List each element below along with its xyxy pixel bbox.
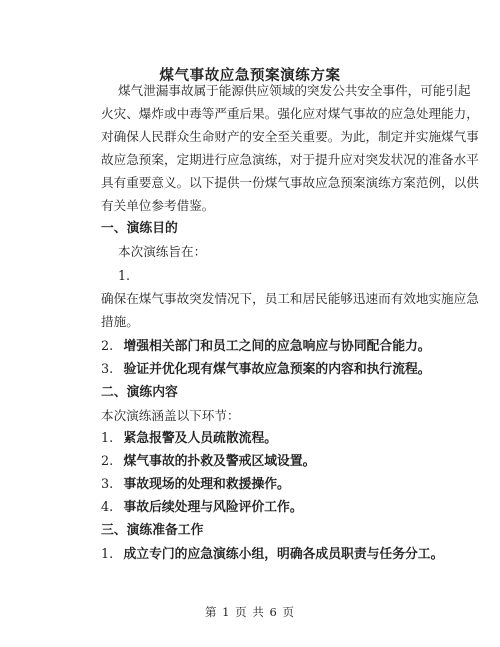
section2-item-2: 2. 煤气事故的扑救及警戒区域设置。 [101,454,316,469]
section1-item1-number: 1. [118,268,131,283]
intro-line-2: 火灾、爆炸或中毒等严重后果。强化应对煤气事故的应急处理能力， [101,106,479,121]
document-title: 煤气事故应急预案演练方案 [159,67,341,84]
intro-line-4: 故应急预案，定期进行应急演练，对于提升应对突发状况的准备水平 [101,152,479,167]
section2-lead: 本次演练涵盖以下环节： [101,408,240,423]
section1-item-3: 3. 验证并优化现有煤气事故应急预案的内容和执行流程。 [101,362,431,377]
section-heading-2: 二、演练内容 [101,385,178,400]
intro-line-1: 煤气泄漏事故属于能源供应领域的突发公共安全事件，可能引起 [118,83,471,98]
section2-item-4: 4. 事故后续处理与风险评价工作。 [101,500,303,515]
section-heading-1: 一、演练目的 [101,221,178,236]
section-heading-3: 三、演练准备工作 [101,523,204,538]
page-footer: 第 1 页 共 6 页 [205,605,295,619]
intro-line-3: 对确保人民群众生命财产的安全至关重要。为此，制定并实施煤气事 [101,129,479,144]
section1-lead: 本次演练旨在： [118,244,207,259]
intro-line-6: 有关单位参考借鉴。 [101,198,215,213]
section1-item1-line-2: 措施。 [101,314,139,329]
section2-item-1: 1. 紧急报警及人员疏散流程。 [101,431,278,446]
section2-item-3: 3. 事故现场的处理和救援操作。 [101,477,290,492]
section1-item-2: 2. 增强相关部门和员工之间的应急响应与协同配合能力。 [101,339,431,354]
intro-line-5: 具有重要意义。以下提供一份煤气事故应急预案演练方案范例，以供 [101,175,479,190]
section3-item-1: 1. 成立专门的应急演练小组，明确各成员职责与任务分工。 [101,547,444,562]
section1-item1-line-1: 确保在煤气事故突发情况下，员工和居民能够迅速而有效地实施应急 [101,291,479,306]
